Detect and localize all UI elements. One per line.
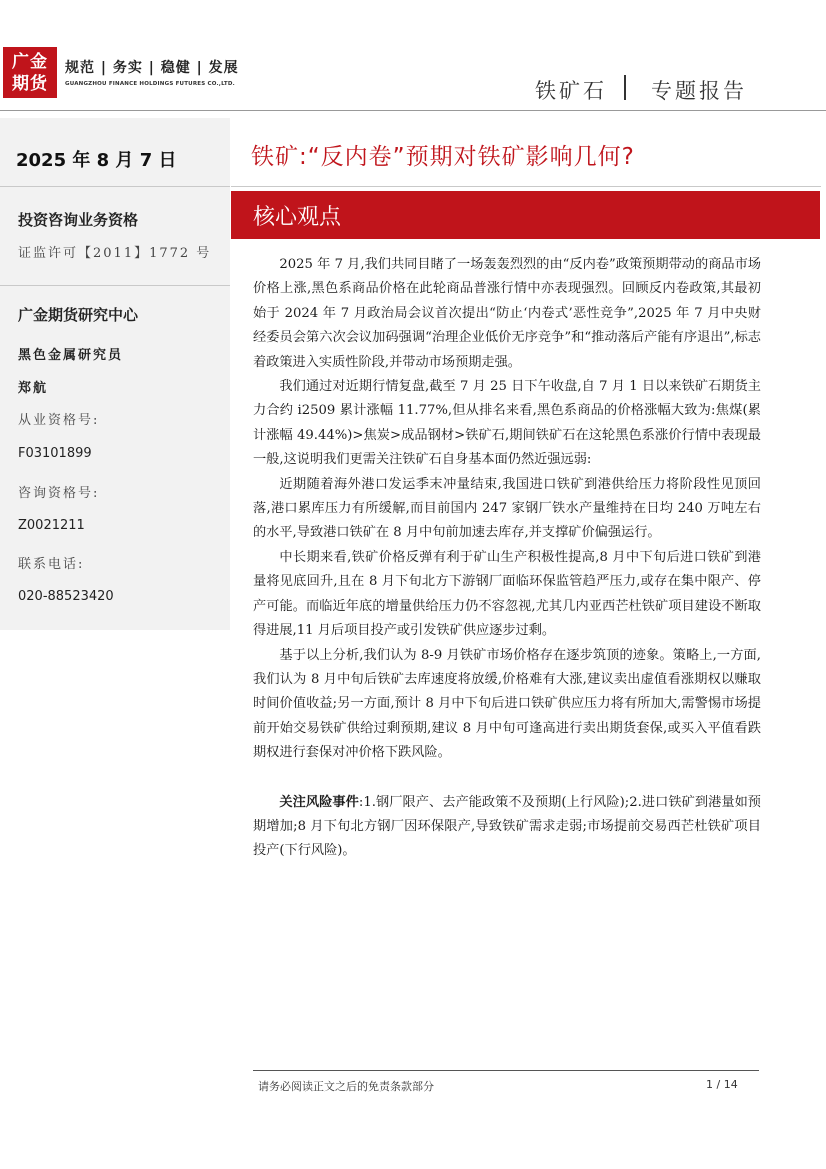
- analyst-role: 黑色金属研究员: [18, 348, 124, 363]
- paragraph: 基于以上分析,我们认为 8-9 月铁矿市场价格存在逐步筑顶的迹象。策略上,一方面,我们认为 8 月中旬后铁矿去库速度将放缓,价格难有大涨,建议卖出虚值看涨期权以赚取时间价值收益;另一方面,预计 8 月中下旬后进口铁矿供应压力将有所加大,需警惕市场提前开始交易铁矿供给过剩预期,建议 8 月中旬可逢高进行卖出期货套保,或买入平值看跌期权进行套保对冲价格下跌风险。: [253, 647, 761, 761]
- consult-number: Z0021211: [18, 518, 85, 533]
- title-divider: [231, 186, 821, 187]
- paragraph: 2025 年 7 月,我们共同目睹了一场轰轰烈烈的由“反内卷”政策预期带动的商品市场价格上涨,黑色系商品价格在此轮商品普涨行情中亦表现强烈。回顾反内卷政策,其最初始于 2024 年 7 月政治局会议首次提出“防止‘内卷式’恶性竞争”,2025 年 7 月中央财经委员会第六次会议加码强调“治理企业低价无序竞争”和“推动落后产能有序退出”,标志着政策进入实质性阶段,并带动市场预期走强。: [253, 257, 761, 370]
- research-center: 广金期货研究中心: [18, 306, 139, 324]
- sidebar-divider: [0, 285, 230, 286]
- company-logo: [3, 47, 57, 98]
- paragraph: 近期随着海外港口发运季末冲量结束,我国进口铁矿到港供给压力将阶段性见顶回落,港口累库压力有所缓解,而目前国内 247 家钢厂铁水产量维持在日均 240 万吨左右的水平,导致港口铁矿在 8 月中旬前加速去库存,并支撑矿价偏强运行。: [253, 476, 761, 541]
- report-name: 专题报告: [651, 79, 747, 103]
- risk-label: 关注风险事件: [279, 794, 359, 810]
- report-date: 2025 年 8 月 7 日: [16, 150, 177, 171]
- cert-number: F03101899: [18, 446, 92, 461]
- logo-text-line1: 广金: [12, 52, 48, 72]
- main-content: [253, 253, 761, 864]
- header-divider: [0, 110, 826, 111]
- section-title: 核心观点: [253, 205, 342, 230]
- consult-label: 咨询资格号:: [18, 486, 100, 501]
- phone-number: 020-88523420: [18, 589, 114, 604]
- sidebar-divider: [0, 186, 230, 187]
- company-slogan: 规范 | 务实 | 稳健 | 发展: [65, 60, 239, 76]
- company-english-name: GUANGZHOU FINANCE HOLDINGS FUTURES CO.,LTD.: [65, 81, 235, 87]
- risk-text: :1.钢厂限产、去产能政策不及预期(上行风险);2.进口铁矿到港量如预期增加;8 月下旬北方钢厂因环保限产,导致铁矿需求走弱;市场提前交易西芒杜铁矿项目投产(下行风险)。: [253, 794, 761, 859]
- qualification-title: 投资咨询业务资格: [18, 211, 139, 229]
- header-separator: [624, 75, 626, 100]
- report-title: 铁矿:“反内卷”预期对铁矿影响几何?: [251, 144, 635, 170]
- footer-divider: [253, 1070, 759, 1071]
- cert-label: 从业资格号:: [18, 413, 100, 428]
- paragraph: 中长期来看,铁矿价格反弹有利于矿山生产积极性提高,8 月中下旬后进口铁矿到港量将见底回升,且在 8 月下旬北方下游钢厂面临环保监管趋严压力,或存在集中限产、停产可能。而临近年底的增量供给压力仍不容忽视,尤其几内亚西芒杜铁矿项目建设不断取得进展,11 月后项目投产或引发铁矿供应逐步过剩。: [253, 549, 761, 639]
- page-number: 1 / 14: [706, 1078, 738, 1091]
- phone-label: 联系电话:: [18, 557, 85, 572]
- analyst-name: 郑航: [18, 381, 49, 396]
- logo-text-line2: 期货: [12, 74, 48, 94]
- paragraph: 我们通过对近期行情复盘,截至 7 月 25 日下午收盘,自 7 月 1 日以来铁矿石期货主力合约 i2509 累计涨幅 11.77%,但从排名来看,黑色系商品的价格涨幅大致为:焦煤(累计涨幅 49.44%)>焦炭>成品钢材>铁矿石,期间铁矿石在这轮黑色系涨价行情中表现最一般,这说明我们更需关注铁矿石自身基本面仍然近强远弱:: [253, 379, 761, 468]
- footer-disclaimer: 请务必阅读正文之后的免责条款部分: [258, 1080, 434, 1093]
- risk-paragraph: [253, 791, 761, 864]
- license-number: 证监许可【2011】1772 号: [18, 246, 212, 261]
- report-type: 铁矿石: [535, 79, 607, 103]
- page-header: [0, 0, 826, 112]
